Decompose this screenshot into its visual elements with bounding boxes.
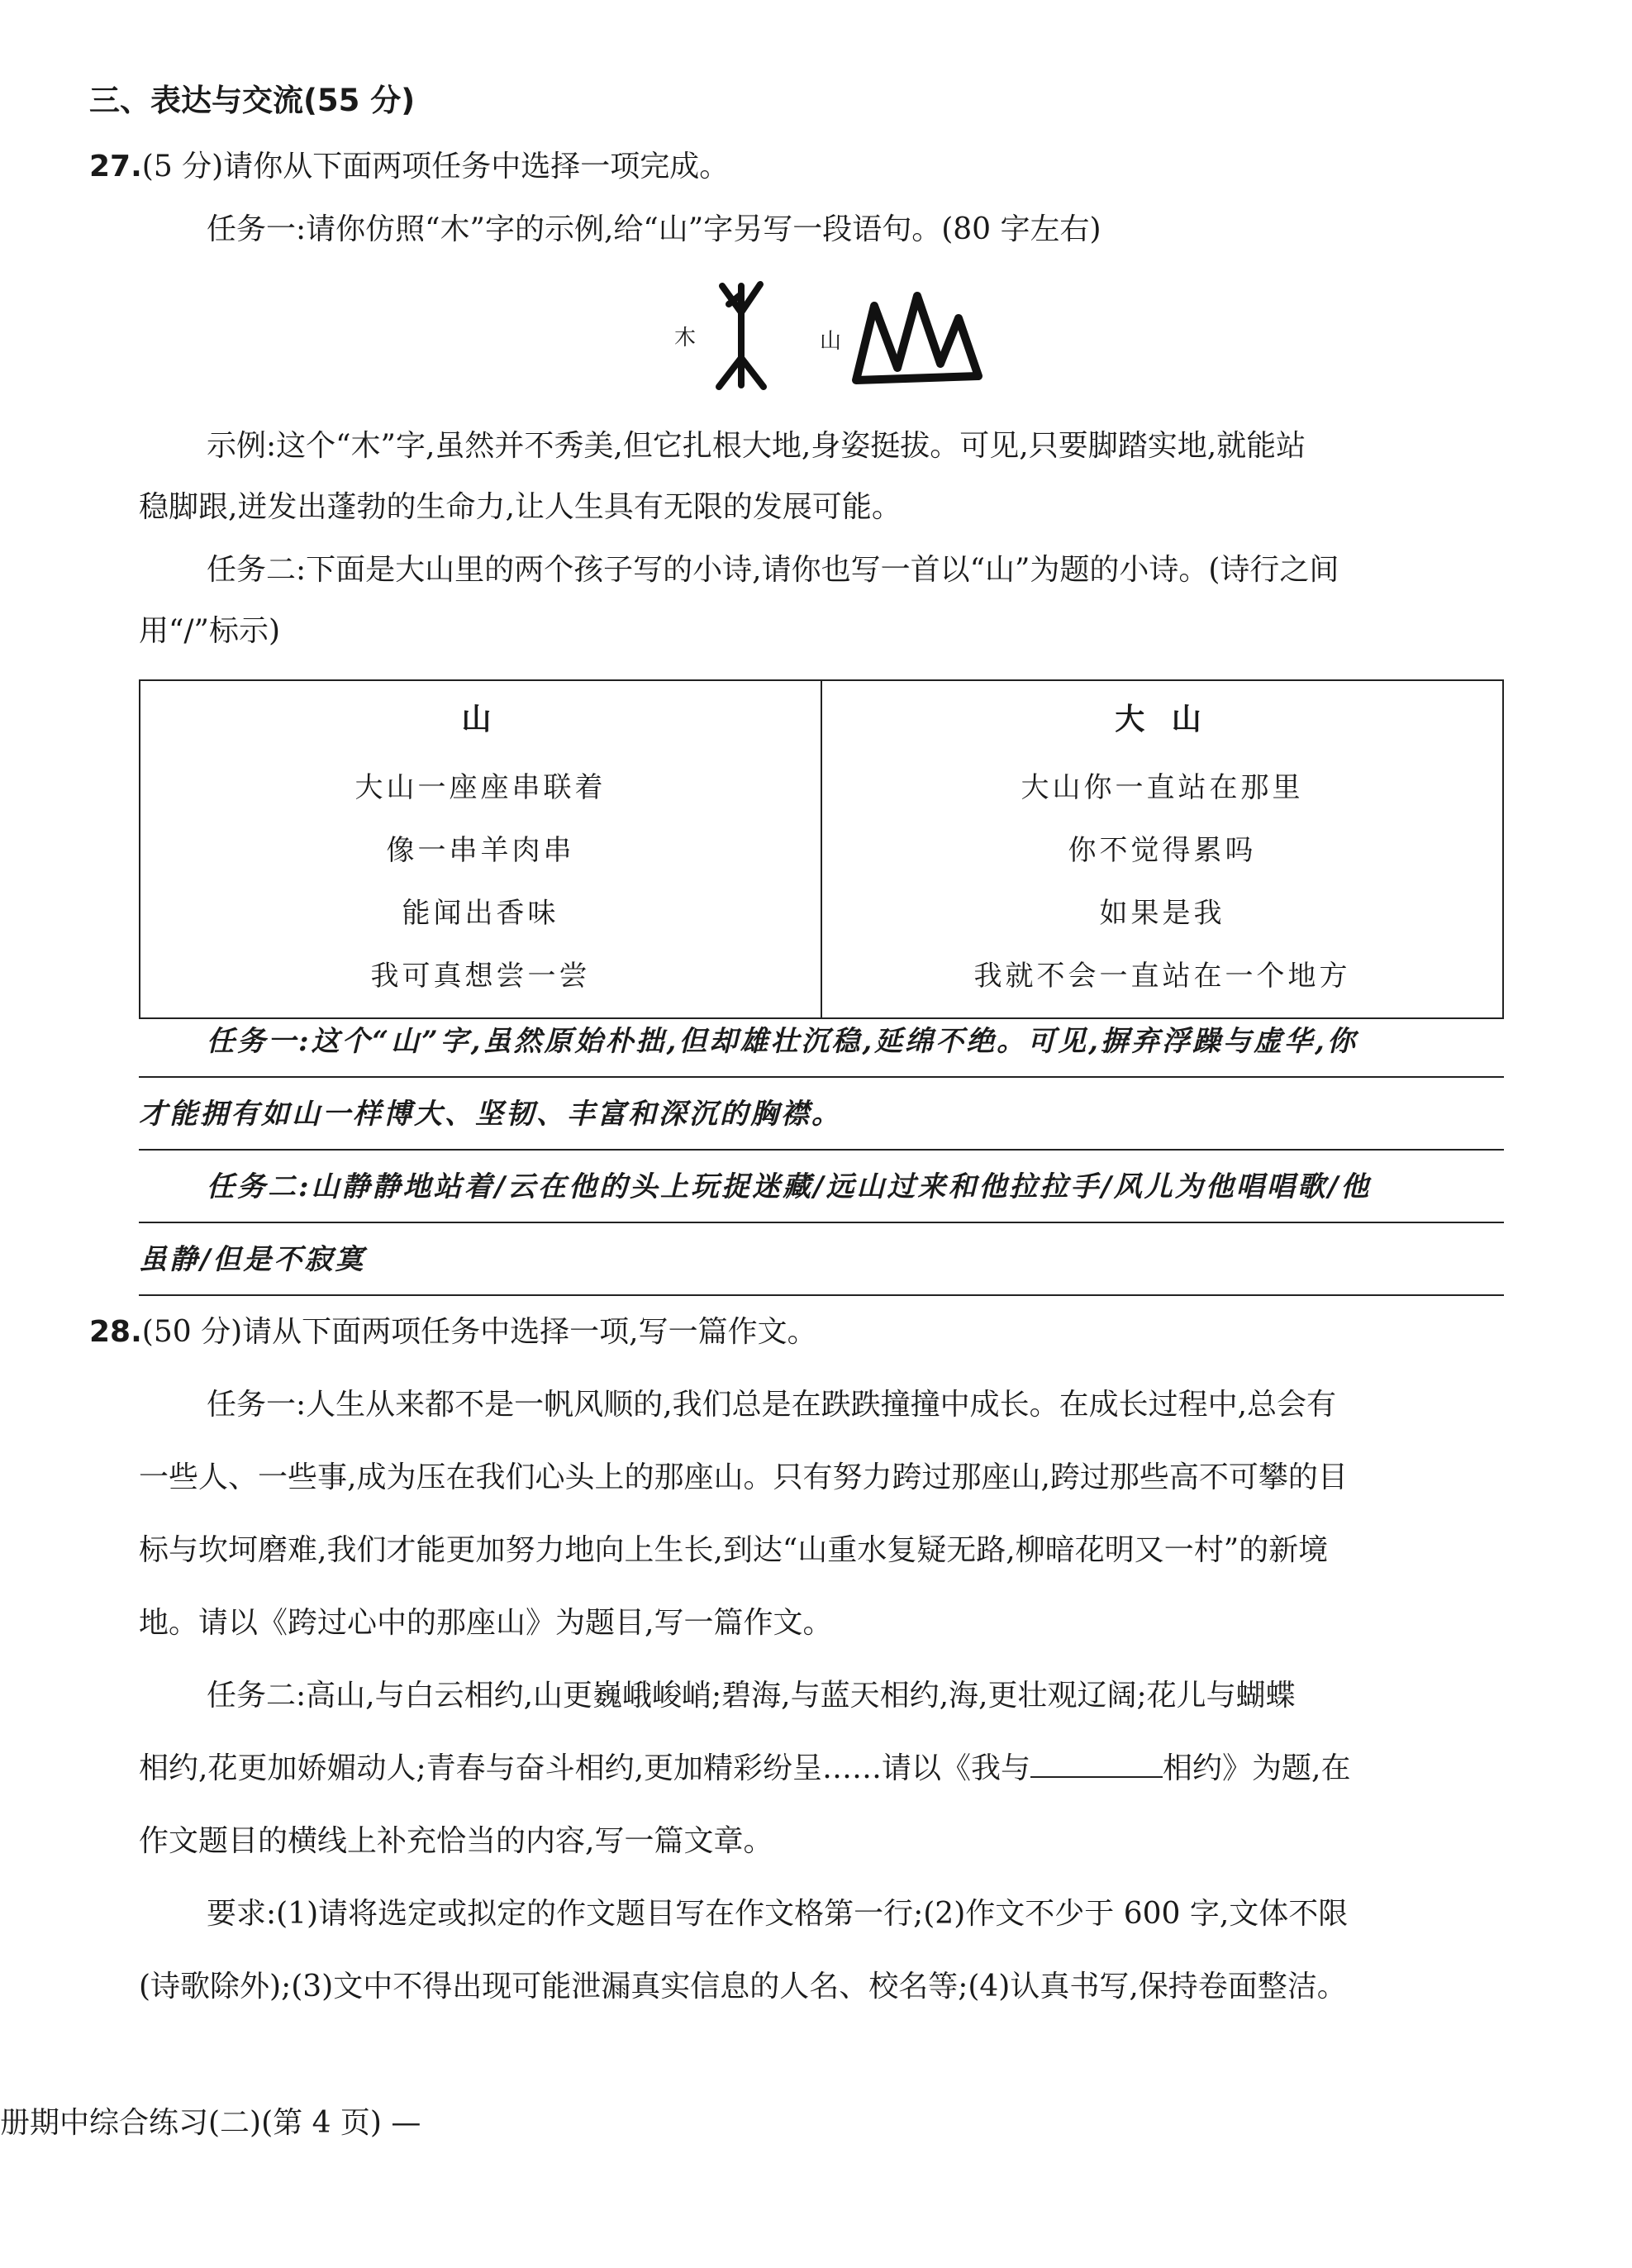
q28-task1-line-4: 地。请以《跨过心中的那座山》为题目,写一篇作文。 xyxy=(139,1606,833,1640)
poem-line: 能闻出香味 xyxy=(402,897,559,930)
q27-task2-line-2: 用“/”标示) xyxy=(139,614,280,648)
task2-text-after-blank: 相约》为题,在 xyxy=(1163,1751,1351,1785)
poem-line: 我可真想尝一尝 xyxy=(370,960,591,993)
handwritten-answer-2-line-2: 虽静/但是不寂寞 xyxy=(139,1225,1504,1296)
poem-title: 山 xyxy=(461,703,500,736)
handwritten-answer-1-line-1: 任务一:这个“山”字,虽然原始朴拙,但却雄壮沉稳,延绵不绝。可见,摒弃浮躁与虚华,你 xyxy=(139,1007,1504,1078)
poem-cell-dashan xyxy=(821,680,1503,1018)
q28-task1-line-1: 任务一:人生从来都不是一帆风顺的,我们总是在跌跌撞撞中成长。在成长过程中,总会有 xyxy=(207,1388,1337,1422)
ancient-characters-figure xyxy=(669,264,983,397)
q28-requirements-line-2: (诗歌除外);(3)文中不得出现可能泄漏真实信息的人名、校名等;(4)认真书写,保持卷面整洁。 xyxy=(139,1970,1347,2004)
q27-example-line-2: 稳脚跟,迸发出蓬勃的生命力,让人生具有无限的发展可能。 xyxy=(139,490,902,524)
mu-oracle-glyph xyxy=(704,279,778,391)
title-blank-line xyxy=(1030,1751,1163,1778)
question-number: 27. xyxy=(89,150,142,183)
poem-line: 我就不会一直站在一个地方 xyxy=(973,960,1351,993)
task2-text-before-blank: 相约,花更加娇媚动人;青春与奋斗相约,更加精彩纷呈……请以《我与 xyxy=(139,1751,1031,1785)
q28-task2-line-3: 作文题目的横线上补充恰当的内容,写一篇文章。 xyxy=(139,1824,773,1858)
question-intro-text: (5 分)请你从下面两项任务中选择一项完成。 xyxy=(141,150,730,183)
q28-requirements-line-1: 要求:(1)请将选定或拟定的作文题目写在作文格第一行;(2)作文不少于 600 字,文体不限 xyxy=(207,1897,1349,1931)
poem-line: 你不觉得累吗 xyxy=(1068,834,1257,867)
shan-oracle-glyph xyxy=(849,289,983,388)
question-intro-text: (50 分)请从下面两项任务中选择一项,写一篇作文。 xyxy=(141,1315,817,1349)
poem-line: 如果是我 xyxy=(1099,897,1225,930)
question-27-intro xyxy=(89,149,729,185)
poem-line: 像一串羊肉串 xyxy=(386,834,575,867)
q28-task2-line-2 xyxy=(139,1751,1350,1787)
q27-task1: 任务一:请你仿照“木”字的示例,给“山”字另写一段语句。(80 字左右) xyxy=(207,212,1101,246)
q28-task1-line-3: 标与坎坷磨难,我们才能更加努力地向上生长,到达“山重水复疑无路,柳暗花明又一村”的新境 xyxy=(139,1533,1329,1567)
handwritten-answer-2-line-1: 任务二:山静静地站着/云在他的头上玩捉迷藏/远山过来和他拉拉手/风儿为他唱唱歌/他 xyxy=(139,1152,1504,1223)
poem-title: 大 山 xyxy=(1115,703,1210,736)
poem-line: 大山你一直站在那里 xyxy=(1021,771,1304,804)
poem-line: 大山一座座串联着 xyxy=(354,771,607,804)
question-number: 28. xyxy=(89,1315,142,1349)
mu-label: 木 xyxy=(674,326,697,350)
poem-cell-shan xyxy=(140,680,821,1018)
question-28-intro xyxy=(89,1314,817,1351)
poems-table xyxy=(139,679,1504,1019)
q27-example-line-1: 示例:这个“木”字,虽然并不秀美,但它扎根大地,身姿挺拔。可见,只要脚踏实地,就能站 xyxy=(207,429,1306,463)
q27-task2-line-1: 任务二:下面是大山里的两个孩子写的小诗,请你也写一首以“山”为题的小诗。(诗行之间 xyxy=(207,553,1339,587)
q28-task1-line-2: 一些人、一些事,成为压在我们心头上的那座山。只有努力跨过那座山,跨过那些高不可攀的目 xyxy=(139,1460,1348,1494)
page-footer: 册期中综合练习(二)(第 4 页) — xyxy=(0,2106,421,2140)
q28-task2-line-1: 任务二:高山,与白云相约,山更巍峨峻峭;碧海,与蓝天相约,海,更壮观辽阔;花儿与蝴蝶 xyxy=(207,1679,1296,1713)
section-title: 三、表达与交流(55 分) xyxy=(89,83,416,118)
handwritten-answer-1-line-2: 才能拥有如山一样博大、坚韧、丰富和深沉的胸襟。 xyxy=(139,1079,1504,1151)
shan-label: 山 xyxy=(820,329,842,354)
